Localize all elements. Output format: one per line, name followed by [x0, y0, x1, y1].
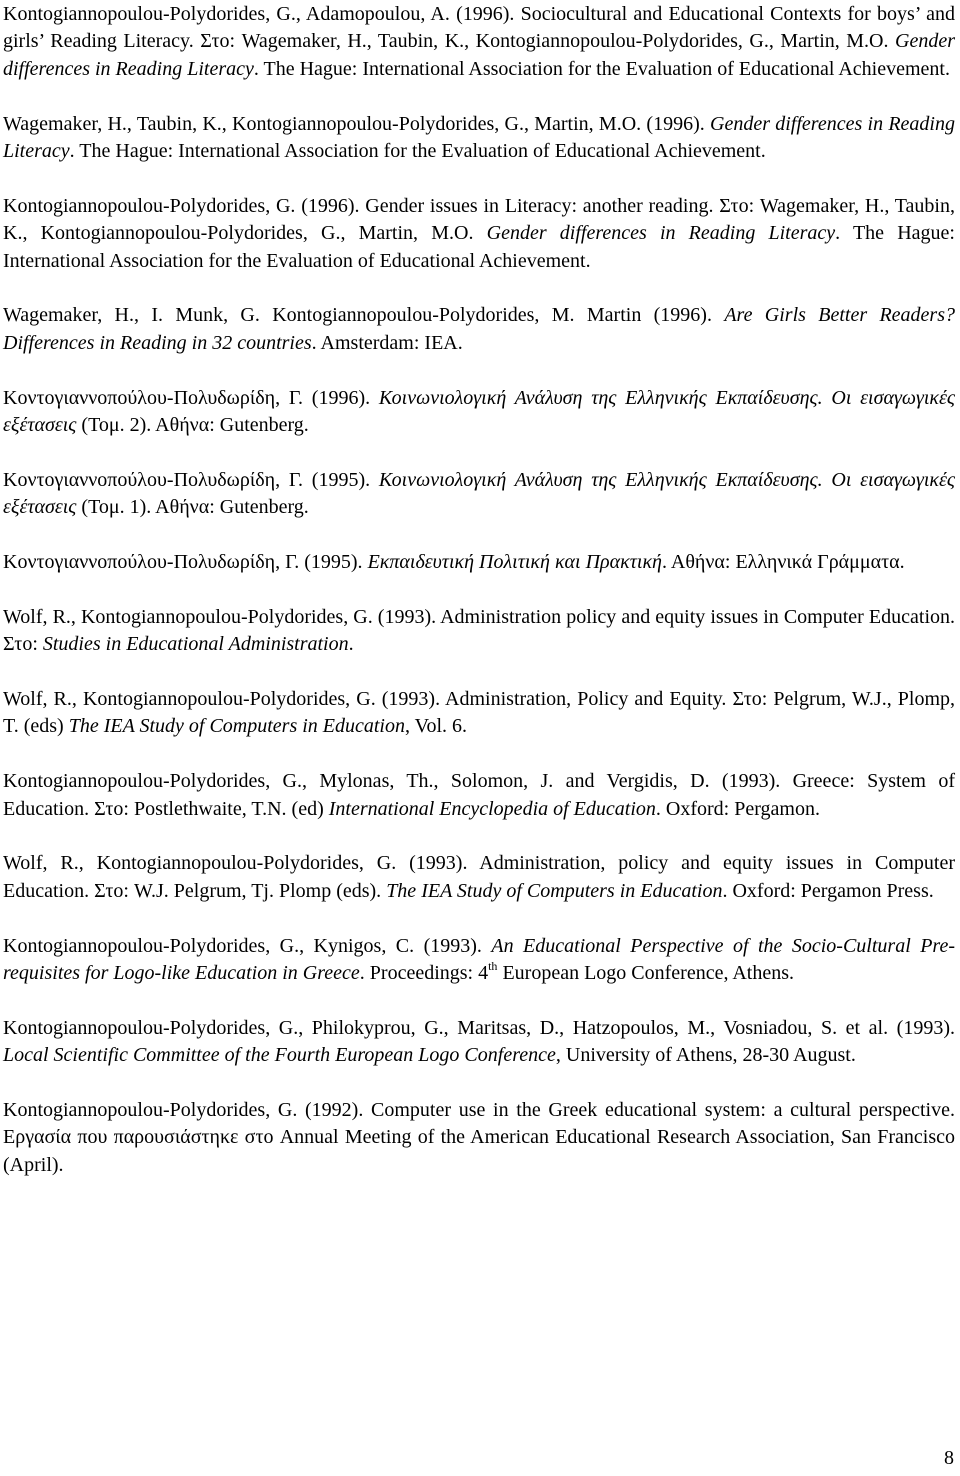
- reference-text: . Oxford: Pergamon Press.: [722, 879, 934, 902]
- reference-title: Κοινωνιολογική Ανάλυση της Ελληνικής Εκπαίδευσης. Οι εισαγωγικές εξέτασεις: [3, 468, 955, 519]
- reference-entry: [3, 686, 955, 741]
- reference-entry: [3, 302, 955, 357]
- reference-text: . Amsterdam: IEA.: [311, 331, 463, 354]
- reference-text: Wolf, R., Kontogiannopoulou-Polydorides, G. (1993). Administration, Policy and Equity. Στο: Pelgrum, W.J., Plomp, T. (eds): [3, 688, 955, 738]
- reference-text: , Vol. 6.: [405, 715, 468, 738]
- reference-text: , University of Athens, 28-30 August.: [555, 1044, 856, 1067]
- reference-title: Are Girls Better Readers? Differences in Reading in 32 countries: [3, 304, 955, 354]
- reference-entry: [3, 933, 955, 988]
- reference-text: Kontogiannopoulou-Polydorides, G. (1992). Computer use in the Greek educational system: a cultural perspective. Εργασία που παρουσιάστηκε στο Annual Meeting of the American Educational Research Association, San Francisco (April).: [3, 1099, 955, 1176]
- reference-text: . The Hague: International Association for the Evaluation of Educational Achievement.: [253, 57, 950, 80]
- reference-text: .: [348, 633, 354, 656]
- reference-text: . Αθήνα: Ελληνικά Γράμματα.: [661, 551, 905, 574]
- reference-text: European Logo Conference, Athens.: [497, 962, 795, 985]
- reference-title: Εκπαιδευτική Πολιτική και Πρακτική: [367, 551, 662, 574]
- reference-text: Wagemaker, H., Taubin, K., Kontogiannopoulou-Polydorides, G., Martin, M.O. (1996).: [3, 112, 710, 135]
- reference-entry: [3, 549, 955, 576]
- reference-entry: [3, 604, 955, 659]
- reference-entry: [3, 193, 955, 275]
- reference-text: Wolf, R., Kontogiannopoulou-Polydorides, G. (1993). Administration policy and equity issues in Computer Education. Στο:: [3, 605, 955, 656]
- reference-text: Kontogiannopoulou-Polydorides, G. (1996). Gender issues in Literacy: another reading. Στο: Wagemaker, H., Taubin, K., Kontogiannopoulou-Polydorides, G., Martin, M.O.: [3, 194, 955, 245]
- reference-text: . Proceedings: 4: [359, 962, 489, 985]
- reference-title: International Encyclopedia of Education: [328, 797, 656, 820]
- reference-entry: [3, 467, 955, 522]
- reference-text: (Τομ. 1). Αθήνα: Gutenberg.: [76, 496, 309, 519]
- reference-entry: [3, 1097, 955, 1179]
- reference-text: Kontogiannopoulou-Polydorides, G., Kynigos, C. (1993).: [3, 934, 492, 957]
- reference-entry: [3, 385, 955, 440]
- reference-text: Kontogiannopoulou-Polydorides, G., Philokyprou, G., Maritsas, D., Hatzopoulos, M., Vosniadou, S. et al. (1993).: [3, 1016, 955, 1039]
- superscript-text: th: [488, 959, 498, 974]
- reference-text: Kontogiannopoulou-Polydorides, G., Adamopoulou, A. (1996). Sociocultural and Educational Contexts for boys’ and girls’ Reading Literacy. Στο: Wagemaker, H., Taubin, K., Kontogiannopoulou-Polydorides, G., Martin, M.O.: [3, 3, 955, 53]
- reference-text: Kontogiannopoulou-Polydorides, G., Mylonas, Th., Solomon, J. and Vergidis, D. (1993). Greece: System of Education. Στο: Postlethwaite, T.N. (ed): [3, 770, 955, 820]
- page-number: 8: [944, 1447, 954, 1469]
- reference-title: Studies in Educational Administration: [42, 633, 349, 656]
- reference-text: (Τομ. 2). Αθήνα: Gutenberg.: [76, 414, 309, 437]
- reference-title: Κοινωνιολογική Ανάλυση της Ελληνικής Εκπαίδευσης. Οι εισαγωγικές εξέτασεις: [3, 386, 955, 437]
- reference-text: Κοντογιαννοπούλου-Πολυδωρίδη, Γ. (1996).: [3, 386, 379, 409]
- reference-title: Local Scientific Committee of the Fourth European Logo Conference: [3, 1044, 556, 1067]
- reference-title: The IEA Study of Computers in Education: [386, 879, 723, 902]
- reference-entry: [3, 111, 955, 166]
- reference-text: . The Hague: International Association for the Evaluation of Educational Achievement.: [3, 222, 955, 272]
- reference-list: [3, 0, 955, 1207]
- reference-title: The IEA Study of Computers in Education: [68, 715, 405, 738]
- reference-title: Gender differences in Reading Literacy: [486, 222, 836, 245]
- reference-text: Wagemaker, H., I. Munk, G. Kontogiannopoulou-Polydorides, M. Martin (1996).: [3, 304, 725, 327]
- reference-text: Κοντογιαννοπούλου-Πολυδωρίδη, Γ. (1995).: [3, 468, 379, 491]
- reference-entry: [3, 1, 955, 83]
- reference-entry: [3, 1015, 955, 1070]
- reference-entry: [3, 850, 955, 905]
- reference-title: Gender differences in Reading Literacy: [3, 112, 955, 163]
- reference-text: . Oxford: Pergamon.: [655, 797, 820, 820]
- reference-title: Gender differences in Reading Literacy: [3, 30, 955, 80]
- reference-text: Κοντογιαννοπούλου-Πολυδωρίδη, Γ. (1995).: [3, 551, 368, 574]
- reference-text: Wolf, R., Kontogiannopoulou-Polydorides, G. (1993). Administration, policy and equity issues in Computer Education. Στο: W.J. Pelgrum, Tj. Plomp (eds).: [3, 852, 955, 902]
- reference-title: An Educational Perspective of the Socio-Cultural Pre-requisites for Logo-like Education in Greece: [3, 934, 956, 985]
- reference-text: . The Hague: International Association for the Evaluation of Educational Achievement.: [69, 140, 766, 163]
- reference-entry: [3, 768, 955, 823]
